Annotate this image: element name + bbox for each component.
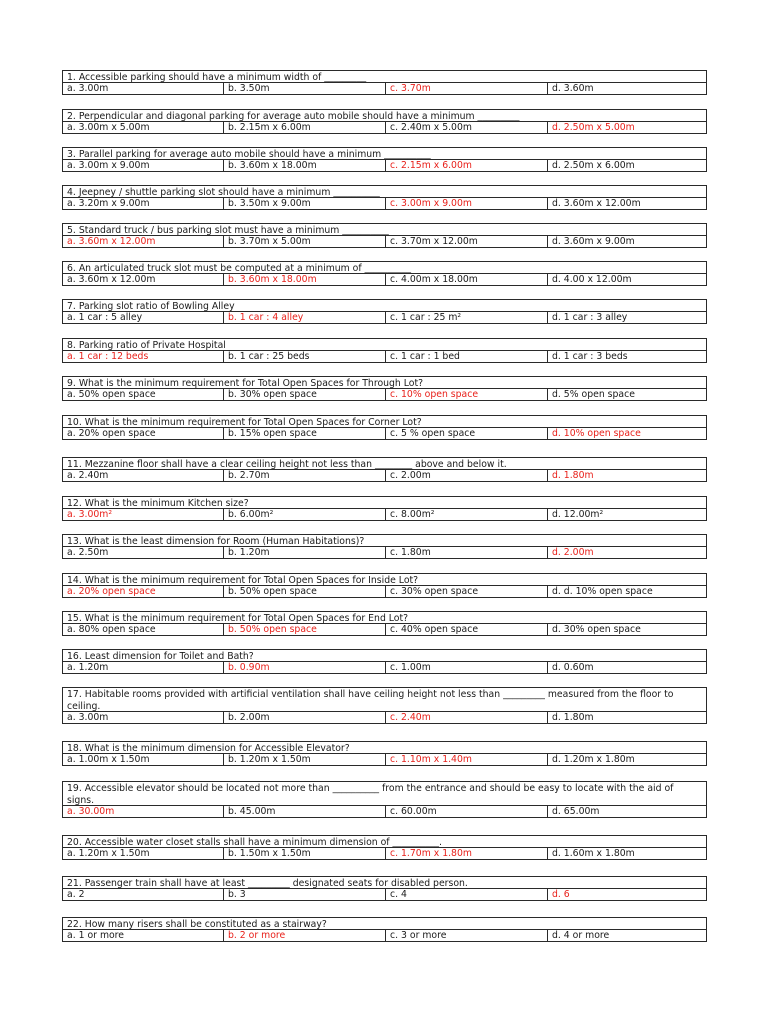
- answer-option: a. 2.50m: [63, 547, 224, 558]
- answer-option: d. 4 or more: [552, 930, 610, 941]
- question-block: [62, 781, 707, 818]
- answer-option: b. 1 car : 25 beds: [224, 351, 386, 362]
- options-row: [63, 754, 706, 765]
- question-text: 19. Accessible elevator should be located not more than __________ from the entrance and should be easy to locate with the aid of signs.: [63, 782, 706, 806]
- question-text: 12. What is the minimum Kitchen size?: [63, 497, 706, 509]
- question-block: [62, 876, 707, 901]
- answer-option-correct: b. 50% open space: [224, 624, 386, 635]
- options-row: [63, 624, 706, 635]
- question-block: [62, 835, 707, 860]
- question-block: [62, 534, 707, 559]
- answer-option: a. 20% open space: [63, 428, 224, 439]
- question-text: 13. What is the least dimension for Room (Human Habitations)?: [63, 535, 706, 547]
- answer-option-correct: a. 30.00m: [63, 806, 224, 817]
- answer-option-correct: d. 1.80m: [552, 470, 594, 481]
- question-text: 22. How many risers shall be constituted as a stairway?: [63, 918, 706, 930]
- question-block: [62, 299, 707, 324]
- answer-option: b. 3.60m x 18.00m: [224, 160, 386, 171]
- answer-option: b. 3.50m x 9.00m: [224, 198, 386, 209]
- answer-option: a. 2: [63, 889, 224, 900]
- options-row: [63, 160, 706, 171]
- answer-option: c. 40% open space: [386, 624, 548, 635]
- answer-option: c. 1.80m: [386, 547, 548, 558]
- answer-option-correct: a. 20% open space: [63, 586, 224, 597]
- question-block: [62, 611, 707, 636]
- answer-option: a. 2.40m: [63, 470, 224, 481]
- answer-option: c. 3.70m x 12.00m: [386, 236, 548, 247]
- answer-option: a. 3.60m x 12.00m: [63, 274, 224, 285]
- answer-option: c. 3 or more: [386, 930, 548, 941]
- options-row: [63, 351, 706, 362]
- question-block: [62, 109, 707, 134]
- question-text: 17. Habitable rooms provided with artificial ventilation shall have ceiling height not less than _________ measured from the floor to ceiling.: [63, 688, 706, 712]
- question-text: 7. Parking slot ratio of Bowling Alley: [63, 300, 706, 312]
- options-row: [63, 428, 706, 439]
- answer-option-correct: b. 2 or more: [224, 930, 386, 941]
- options-row: [63, 586, 706, 597]
- question-block: [62, 573, 707, 598]
- answer-option: b. 15% open space: [224, 428, 386, 439]
- question-block: [62, 741, 707, 766]
- question-text: 3. Parallel parking for average auto mobile should have a minimum __________: [63, 148, 706, 160]
- question-block: [62, 687, 707, 724]
- question-block: [62, 338, 707, 363]
- answer-option: b. 1.50m x 1.50m: [224, 848, 386, 859]
- question-text: 5. Standard truck / bus parking slot must have a minimum __________: [63, 224, 706, 236]
- answer-option: a. 3.00m x 9.00m: [63, 160, 224, 171]
- question-text: 21. Passenger train shall have at least _________ designated seats for disabled person.: [63, 877, 706, 889]
- answer-option-correct: c. 1.10m x 1.40m: [386, 754, 548, 765]
- answer-option: c. 1.00m: [386, 662, 548, 673]
- options-row: [63, 236, 706, 247]
- options-row: [63, 662, 706, 673]
- answer-option-correct: d. 2.00m: [552, 547, 594, 558]
- answer-option: d. 3.60m: [552, 83, 594, 94]
- answer-option-correct: a. 3.60m x 12.00m: [63, 236, 224, 247]
- answer-option: a. 1 car : 5 alley: [63, 312, 224, 323]
- question-block: [62, 70, 707, 95]
- options-row: [63, 122, 706, 133]
- answer-option: a. 3.20m x 9.00m: [63, 198, 224, 209]
- answer-option: b. 2.00m: [224, 712, 386, 723]
- question-block: [62, 917, 707, 942]
- answer-option-correct: c. 2.15m x 6.00m: [386, 160, 548, 171]
- answer-option: d. 1.60m x 1.80m: [552, 848, 635, 859]
- answer-option: b. 50% open space: [224, 586, 386, 597]
- question-block: [62, 147, 707, 172]
- question-text: 4. Jeepney / shuttle parking slot should have a minimum __________: [63, 186, 706, 198]
- answer-option: d. 12.00m²: [552, 509, 604, 520]
- question-text: 9. What is the minimum requirement for Total Open Spaces for Through Lot?: [63, 377, 706, 389]
- options-row: [63, 470, 706, 481]
- answer-option-correct: d. 10% open space: [552, 428, 641, 439]
- answer-option: c. 60.00m: [386, 806, 548, 817]
- options-row: [63, 509, 706, 520]
- answer-option: c. 5 % open space: [386, 428, 548, 439]
- answer-option: b. 2.70m: [224, 470, 386, 481]
- options-row: [63, 889, 706, 900]
- question-text: 1. Accessible parking should have a minimum width of _________: [63, 71, 706, 83]
- options-row: [63, 312, 706, 323]
- answer-option: d. 1 car : 3 alley: [552, 312, 628, 323]
- answer-option-correct: b. 3.60m x 18.00m: [224, 274, 386, 285]
- options-row: [63, 83, 706, 94]
- answer-option: b. 45.00m: [224, 806, 386, 817]
- answer-option: b. 3.70m x 5.00m: [224, 236, 386, 247]
- answer-option: c. 1 car : 1 bed: [386, 351, 548, 362]
- options-row: [63, 274, 706, 285]
- answer-option: a. 50% open space: [63, 389, 224, 400]
- answer-option: b. 3.50m: [224, 83, 386, 94]
- answer-option: a. 1.20m x 1.50m: [63, 848, 224, 859]
- question-block: [62, 376, 707, 401]
- options-row: [63, 198, 706, 209]
- question-text: 10. What is the minimum requirement for Total Open Spaces for Corner Lot?: [63, 416, 706, 428]
- answer-option-correct: c. 3.70m: [386, 83, 548, 94]
- question-block: [62, 496, 707, 521]
- answer-option: d. 1.80m: [552, 712, 594, 723]
- answer-option: c. 2.40m x 5.00m: [386, 122, 548, 133]
- answer-option: a. 1.20m: [63, 662, 224, 673]
- answer-option: a. 3.00m x 5.00m: [63, 122, 224, 133]
- answer-option: c. 4.00m x 18.00m: [386, 274, 548, 285]
- answer-option: a. 80% open space: [63, 624, 224, 635]
- answer-option: d. 2.50m x 6.00m: [552, 160, 635, 171]
- options-row: [63, 712, 706, 723]
- question-block: [62, 649, 707, 674]
- answer-option: d. 3.60m x 12.00m: [552, 198, 641, 209]
- question-text: 14. What is the minimum requirement for Total Open Spaces for Inside Lot?: [63, 574, 706, 586]
- answer-option-correct: d. 2.50m x 5.00m: [552, 122, 635, 133]
- answer-option: b. 1.20m x 1.50m: [224, 754, 386, 765]
- question-block: [62, 415, 707, 440]
- question-block: [62, 223, 707, 248]
- answer-option: d. 1.20m x 1.80m: [552, 754, 635, 765]
- answer-option: d. d. 10% open space: [552, 586, 653, 597]
- question-text: 15. What is the minimum requirement for Total Open Spaces for End Lot?: [63, 612, 706, 624]
- options-row: [63, 389, 706, 400]
- answer-option: b. 6.00m²: [224, 509, 386, 520]
- answer-option: a. 3.00m: [63, 83, 224, 94]
- question-text: 11. Mezzanine floor shall have a clear ceiling height not less than ________ above and below it.: [63, 458, 706, 470]
- question-text: 20. Accessible water closet stalls shall have a minimum dimension of __________.: [63, 836, 706, 848]
- question-text: 8. Parking ratio of Private Hospital: [63, 339, 706, 351]
- answer-option-correct: c. 10% open space: [386, 389, 548, 400]
- answer-option: c. 8.00m²: [386, 509, 548, 520]
- question-text: 6. An articulated truck slot must be computed at a minimum of __________: [63, 262, 706, 274]
- options-row: [63, 806, 706, 817]
- answer-option: a. 3.00m: [63, 712, 224, 723]
- question-text: 2. Perpendicular and diagonal parking for average auto mobile should have a minimum _________: [63, 110, 706, 122]
- answer-option: c. 2.00m: [386, 470, 548, 481]
- question-block: [62, 261, 707, 286]
- options-row: [63, 547, 706, 558]
- answer-option-correct: c. 1.70m x 1.80m: [386, 848, 548, 859]
- answer-option: b. 3: [224, 889, 386, 900]
- answer-option: d. 3.60m x 9.00m: [552, 236, 635, 247]
- answer-option-correct: a. 3.00m²: [63, 509, 224, 520]
- answer-option-correct: c. 2.40m: [386, 712, 548, 723]
- answer-option-correct: c. 3.00m x 9.00m: [386, 198, 548, 209]
- answer-option: c. 30% open space: [386, 586, 548, 597]
- answer-option: d. 65.00m: [552, 806, 600, 817]
- question-text: 18. What is the minimum dimension for Accessible Elevator?: [63, 742, 706, 754]
- question-text: 16. Least dimension for Toilet and Bath?: [63, 650, 706, 662]
- answer-option: b. 2.15m x 6.00m: [224, 122, 386, 133]
- answer-option: d. 1 car : 3 beds: [552, 351, 628, 362]
- answer-option: b. 1.20m: [224, 547, 386, 558]
- answer-option-correct: b. 0.90m: [224, 662, 386, 673]
- answer-option: c. 1 car : 25 m²: [386, 312, 548, 323]
- answer-option: d. 0.60m: [552, 662, 594, 673]
- answer-option-correct: b. 1 car : 4 alley: [224, 312, 386, 323]
- options-row: [63, 848, 706, 859]
- answer-option: d. 30% open space: [552, 624, 641, 635]
- answer-option: c. 4: [386, 889, 548, 900]
- answer-option-correct: a. 1 car : 12 beds: [63, 351, 224, 362]
- options-row: [63, 930, 706, 941]
- answer-option: d. 4.00 x 12.00m: [552, 274, 632, 285]
- answer-option: b. 30% open space: [224, 389, 386, 400]
- question-block: [62, 185, 707, 210]
- answer-option: d. 5% open space: [552, 389, 635, 400]
- answer-option-correct: d. 6: [552, 889, 570, 900]
- answer-option: a. 1 or more: [63, 930, 224, 941]
- answer-option: a. 1.00m x 1.50m: [63, 754, 224, 765]
- question-block: [62, 457, 707, 482]
